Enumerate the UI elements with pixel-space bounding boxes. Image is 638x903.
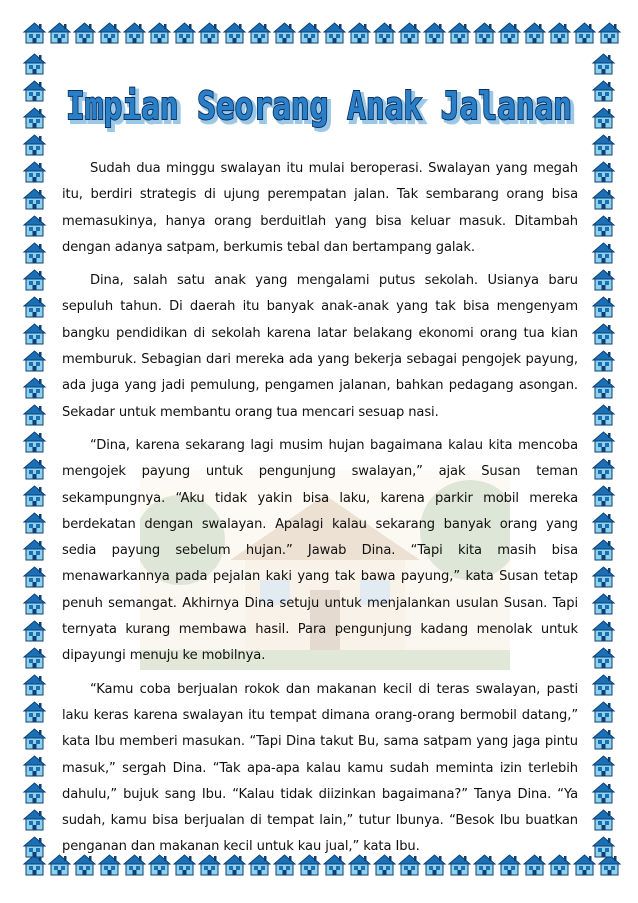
house-icon [591,671,616,698]
house-icon [22,590,47,617]
house-icon [22,482,47,509]
house-icon [22,347,47,374]
paragraph-2: Dina, salah satu anak yang mengalami putus sekolah. Usianya baru sepuluh tahun. Di daerah itu banyak anak-anak yang tak bisa mengenyam bangku pendidikan di sekolah karena latar belakang ekonomi orang tua kian memburuk. Sebagian dari mereka ada yang bekerja sebagai pengojek payung, ada juga yang jadi pemulung, pengamen jalanan, bahkan pedagang asongan. Sekadar untuk membantu orang tua mencari sesuap nasi. [62,273,578,420]
house-icon [347,20,372,45]
house-icon [22,266,47,293]
house-icon [591,590,616,617]
house-icon [591,293,616,320]
house-icon [591,374,616,401]
house-icon [591,320,616,347]
house-icon [497,20,522,45]
house-icon [22,77,47,104]
house-icon [97,20,122,45]
house-icon [591,509,616,536]
title-text: Impian Seorang Anak Jalanan [66,84,572,128]
house-icon [472,20,497,45]
paragraph-1: Sudah dua minggu swalayan itu mulai beroperasi. Swalayan yang megah itu, berdiri strategis di ujung perempatan jalan. Tak sembarang orang bisa memasukinya, hanya orang berduitlah yang bisa keluar masuk. Ditambah dengan adanya satpam, berkumis tebal dan bertampang galak. [62,161,578,255]
house-icon [72,20,97,45]
house-icon [591,482,616,509]
house-icon [591,563,616,590]
house-icon [47,20,72,45]
house-icon [22,752,47,779]
house-icon [22,50,47,77]
house-icon [591,104,616,131]
house-icon [22,833,47,860]
house-icon [22,536,47,563]
right-border [591,50,616,860]
house-icon [591,644,616,671]
house-icon [22,131,47,158]
house-icon [591,833,616,860]
house-icon [22,185,47,212]
house-icon [591,779,616,806]
house-icon [591,239,616,266]
house-icon [591,536,616,563]
house-icon [22,779,47,806]
house-icon [22,374,47,401]
house-icon [591,131,616,158]
house-icon [597,20,622,45]
house-icon [22,563,47,590]
house-icon [147,20,172,45]
house-icon [22,617,47,644]
house-icon [591,617,616,644]
house-icon [22,20,47,45]
house-icon [591,428,616,455]
house-icon [422,20,447,45]
house-icon [372,20,397,45]
house-icon [22,239,47,266]
house-icon [22,806,47,833]
house-icon [322,20,347,45]
house-icon [591,401,616,428]
house-icon [591,266,616,293]
house-icon [22,293,47,320]
house-icon [22,455,47,482]
paragraph-4: “Kamu coba berjualan rokok dan makanan kecil di teras swalayan, pasti laku keras karena swalayan itu tempat dimana orang-orang bermobil datang,” kata Ibu memberi masukan. “Tapi Dina takut Bu, sama satpam yang jaga pintu masuk,” sergah Dina. “Tak apa-apa kalau kamu sudah meminta izin terlebih dahulu,” bujuk sang Ibu. “Kalau tidak diizinkan bagaimana?” Tanya Dina. “Ya sudah, kamu bisa berjualan di tempat lain,” tutur Ibunya. “Besok Ibu buatkan penganan dan makanan kecil untuk kau jual,” kata Ibu. [62,681,578,855]
house-icon [247,20,272,45]
house-icon [297,20,322,45]
house-icon [22,671,47,698]
house-icon [22,212,47,239]
left-border [22,50,47,860]
house-icon [22,320,47,347]
house-icon [197,20,222,45]
house-icon [591,752,616,779]
house-icon [397,20,422,45]
house-icon [591,725,616,752]
house-icon [591,698,616,725]
house-icon [591,50,616,77]
house-icon [22,104,47,131]
house-icon [591,455,616,482]
house-icon [172,20,197,45]
house-icon [591,212,616,239]
top-border [22,20,622,45]
house-icon [22,428,47,455]
house-icon [591,77,616,104]
house-icon [591,185,616,212]
house-icon [22,698,47,725]
story-body [62,156,578,868]
house-icon [572,20,597,45]
house-icon [22,509,47,536]
house-icon [447,20,472,45]
paragraph-3: “Dina, karena sekarang lagi musim hujan bagaimana kalau kita mencoba mengojek payung untuk pengunjung swalayan,” ajak Susan teman sekampungnya. “Aku tidak yakin bisa laku, karena parkir mobil mereka berdekatan dengan swalayan. Apalagi kalau sekarang banyak orang yang sedia payung sebelum hujan.” Jawab Dina. “Tapi kita masih bisa menawarkannya pada pejalan kaki yang tak bawa payung,” kata Susan tetap penuh semangat. Akhirnya Dina setuju untuk menjalankan usulan Susan. Tapi ternyata kurang membawa hasil. Para pengunjung kadang menolak untuk dipayungi menuju ke mobilnya. [62,437,578,664]
document-title [60,78,580,136]
house-icon [272,20,297,45]
house-icon [591,806,616,833]
house-icon [22,401,47,428]
house-icon [522,20,547,45]
house-icon [22,158,47,185]
house-icon [222,20,247,45]
house-icon [547,20,572,45]
title-shadow: Impian Seorang Anak Jalanan [69,87,575,131]
house-icon [591,158,616,185]
house-icon [591,347,616,374]
house-icon [122,20,147,45]
house-icon [22,725,47,752]
house-icon [22,644,47,671]
